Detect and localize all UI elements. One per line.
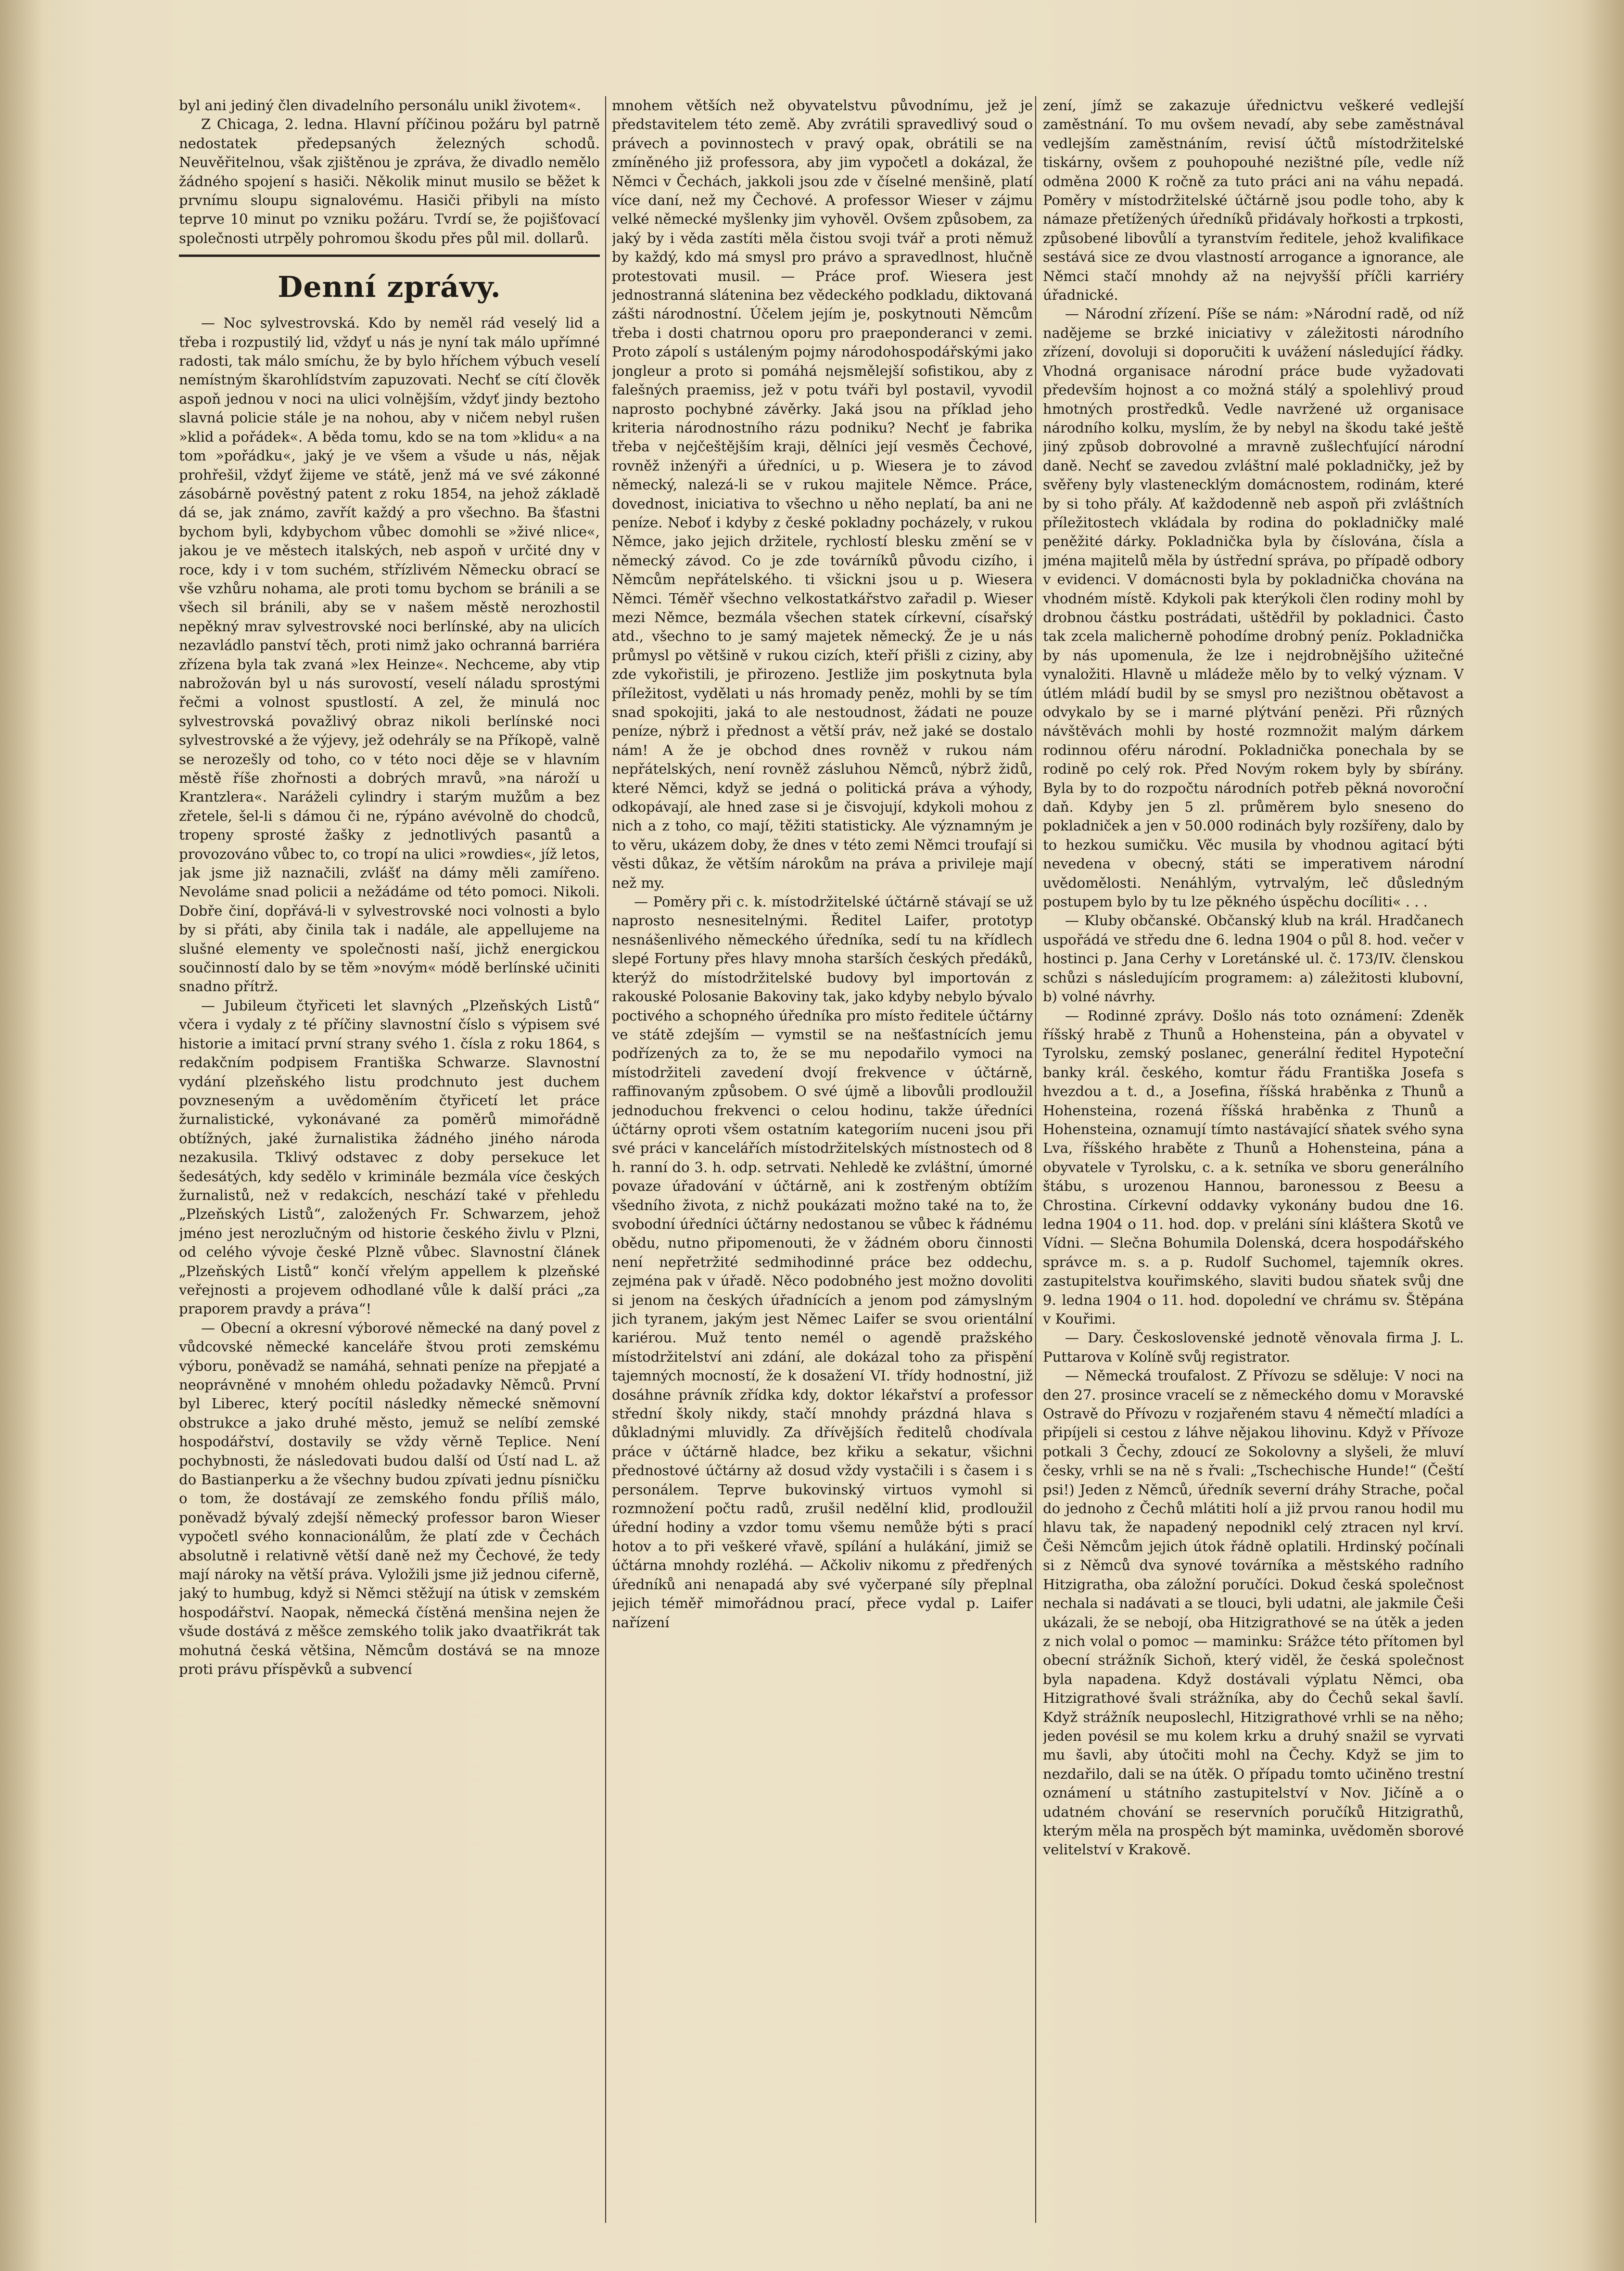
- column-3: [1043, 96, 1464, 2233]
- column2-article: — Poměry při c. k. místodržitelské účtárně stávají se už naprosto nesnesitelnými. Ředitel Laifer, prototyp nesnášenlivého německého úředníka, sedí tu na křídlech slepé Fortuny přes hlavy mnoha starších českých předáků, kterýž do místodržitelské budovy byl importován z rakouské Polosanie Bakoviny tak, jako kdyby nebylo bývalo poctivého a schopného úředníka pro místo ředitele účtárny ve státě zdejším — vymstil se na nešťastnících jemu podřízených za to, že se mu nepodařilo vymoci na místodržiteli zavedení dvojí frekvence v účtárně, raffinovaným způsobem. O své újmě a libovůli prodloužil jednoduchou frekvenci o celou hodinu, takže úředníci účtárny oproti všem ostatním kategoriím nuceni jsou při své práci v kancelářích místodržitelských místnostech od 8 h. ranní do 3. h. odp. setrvati. Nehledě ke zvláštní, úmorné povaze úřadování v účtárně, ani k zostřeným obtížím všedního života, z nichž poukázati možno také na to, že svobodní úředníci účtárny nedostanou se vůbec k řádnému obědu, nutno připomenouti, že v žádném oboru činnosti není nepřetržité sedmihodinné práce bez oddechu, zejména pak v úřadě. Něco podobného jest možno dovoliti si jenom na českých úřadnících a jenom pod zámyslným jich tyranem, jakým jest Němec Laifer se svou orientální kariérou. Muž tento nemél o agendě pražského místodržitelství ani zdání, ale dokázal toho za přispění tajemných mocností, že k dosažení VI. třídy hodnostní, již dosáhne právník zřídka kdy, doktor lékařství a professor střední školy nikdy, stačí mnohdy prázdná hlava s důkladnými mluvidly. Za dřívějších ředitelů chodívala práce v účtárně hladce, bez křiku a sekatur, všichni přednostové účtárny až dosud vždy vystačili i s časem i s personálem. Teprve bukovinský virtuos vymohl si rozmnožení počtu radů, zrušil nedělní klid, prodloužil úřední hodiny a vzdor tomu všemu nemůže býti s prací hotov a to při veškeré vřavě, spílání a hulákání, jimiž se účtárna mnohdy rozléhá. — Ačkoliv nikomu z předřených úředníků ani nenapadá aby své vyčerpané síly přeplnal jejich téměř mimořádnou prací, přece vydal p. Laifer nařízení: [612, 893, 1033, 1631]
- column3-article: zení, jímž se zakazuje úřednictvu veškeré vedlejší zaměstnání. To mu ovšem nevadí, aby sebe zaměstnával vedlejším zaměstnáním, revisí účtů místodržitelské tiskárny, ovšem z pouhopouhé nezištné píle, vedle níž odměna 2000 K ročně za tuto práci ani na váhu nepadá. Poměry v místodržitelské účtárně jsou podle toho, aby k námaze přetížených úředníků přidávaly hořkosti a trpkosti, způsobené libovůlí a tyranstvím ředitele, jehož kvalifikace sestává sice ze dvou vlastností arrogance a ignorance, ale Němci stačí mnohdy až na nejvyšší příčli karriéry úřadnické.: [1043, 97, 1464, 304]
- column3-article: — Dary. Československé jednotě věnovala firma J. L. Puttarova v Kolíně svůj registrator.: [1043, 1329, 1464, 1365]
- column1-paragraph: Z Chicaga, 2. ledna. Hlavní příčinou požáru byl patrně nedostatek předepsaných železných schodů. Neuvěřitelnou, však zjištěnou je zpráva, že divadlo nemělo žádného spojení s hasiči. Několik minut musilo se běžet k prvnímu sloupu signalovému. Hasiči přibyli na místo teprve 10 minut po vzniku požáru. Tvrdí se, že pojišťovací společnosti utrpěly pohromou škodu přes půl mil. dollarů.: [179, 116, 600, 246]
- column1-article: — Obecní a okresní výborové německé na daný povel z vůdcovské německé kanceláře štvou proti zemskému výboru, poněvadž se namáhá, sehnati peníze na přepjaté a neoprávněné v mnohém ohledu požadavky Němců. První byl Liberec, který pocítil následky německé sněmovní obstrukce a jako druhé město, jemuž se nelíbí zemské hospodářství, dostavily se vždy věrně Teplice. Není pochybnosti, že následovati budou další od Ústí nad L. až do Bastianperku a že všechny budou zpívati jednu písničku o tom, že dostávají ze zemského fondu příliš málo, poněvadž bývalý zdejší německý professor baron Wieser vypočetl svého konnacionálům, že platí zde v Čechách absolutně i relativně větší daně než my Čechové, že tedy mají nároky na větší práva. Vyložili jsme již jednou ciferně, jaký to humbug, když si Němci stěžují na útisk v zemském hospodářství. Naopak, německá čístěná menšina nejen že všude dostává z měšce zemského tolik jako dvaatřikrát tak mohutná česká většina, Němcům dostává se na mnoze proti právu příspěvků a subvencí: [179, 1319, 600, 1678]
- column1-paragraph: byl ani jediný člen divadelního personálu unikl životem«.: [179, 97, 582, 114]
- column-rule: [605, 96, 606, 2223]
- column-1: [179, 96, 600, 2233]
- column2-article: mnohem větších než obyvatelstvu původnímu, jež je představitelem této země. Aby zvrátili spravedlivý soud o právech a povinnostech v pravý opak, obrátili se na zmíněného již professora, aby jim vypočetl a dokázal, že Němci v Čechách, jakkoli jsou zde v číselné menšině, platí více daní, než my Čechové. A professor Wieser v zájmu velké německé myšlenky jim vyhověl. Ovšem způsobem, za jaký by i věda zastíti měla čistou svoji tvář a proti němuž by každý, kdo má smysl pro právo a spravedlnost, hlučně protestovati musil. — Práce prof. Wiesera jest jednostranná slátenina bez vědeckého podkladu, diktovaná zášti národnostní. Účelem jejím je, poskytnouti Němcům třeba i dosti chatrnou oporu pro praeponderanci v zemi. Proto zápolí s ustáleným pojmy národohospodářskými jako jongleur a proto si pomáhá nejsmělejší sofistikou, aby z falešných praemiss, jež v potu tváři byl postavil, vyvodil naprosto pochybné závěrky. Jaká jsou na příklad jeho kriteria národnostního rázu podniku? Nechť je fabrika třeba v nejčeštějším kraji, dělníci její vesměs Čechové, rovněž inženýři a úředníci, u p. Wiesera je to závod německý, nalezá-li se v rukou majitele Němce. Práce, dovednost, iniciativa to všechno u něho neplatí, ba ani ne peníze. Neboť i kdyby z české pokladny pocházely, v rukou Němce, jako jejich držitele, rychlostí blesku změní se v německý závod. Co je zde továrníků původu cizího, i Němcům nepřátelského. ti všickni jsou u p. Wiesera Němci. Téměř všechno velkostatkářstvo zařadil p. Wieser mezi Němce, bezmála všechen statek církevní, císařský atd., všechno to je samý majetek německý. Že je u nás průmysl po většině v rukou cizích, kteří přišli z ciziny, aby zde vykořistili, je přirozeno. Jestliže jim poskytnuta byla příležitost, vydělati u nás hromady peněz, mohli by se tím snad spokojiti, jaká to ale nestoudnost, žádati ne pouze peníze, nýbrž i přednost a větší práv, než jaké se dostalo nám! A že je obchod dnes rovněž v rukou nám nepřátelských, není rovněž zásluhou Němců, nýbrž židů, které Němci, když se jedná o politická práva a výhody, odkopávají, ale hned zase si je čisvojují, kdykoli mohou z nich a z toho, co mají, těžiti statisticky. Ale významným je to věru, ukázem doby, že dnes v této zemi Němci troufají si věsti důkaz, že větším nárokům na práva a privileje mají než my.: [612, 97, 1033, 891]
- section-divider: [179, 255, 600, 257]
- column3-article: — Národní zřízení. Píše se nám: »Národní radě, od níž nadějeme se brzké iniciativy v záležitosti národního zřízení, dovoluji si doporučiti k uvážení následující řádky. Vhodná organisace národní práce bude vyžadovati především hojnost a co možná stálý a spolehlivý proud hmotných prostředků. Vedle navržené už organisace národního kolku, myslím, že by nebyl na škodu také ještě jiný způsob dobrovolné a mravně zušlechťující národní daně. Nechť se zavedou zvláštní malé pokladničky, jež by svěřeny byly vlastenecklým domácnostem, rodinám, které by si toho přály. Ať každodenně neb aspoň při zvláštních příležitostech vkládala by rodina do pokladničky malé peněžité dárky. Pokladnička byla by číslována, čísla a jména majitelů měla by ústřední správa, po případě odbory v evidenci. V domácnosti byla by pokladnička chována na vhodném místě. Kdykoli pak kterýkoli člen rodiny mohl by drobnou částku postrádati, uštědřil by pokladnici. Často tak zcela malicherně pohodíme drobný peníz. Pokladnička by nás upomenula, že lze i nejdrobnějšího užitečné vynaložiti. Hlavně u mládeže mělo by to velký význam. V útlém mládí budil by se smysl pro nezištnou obětavost a odvykalo by se i marné plýtvání penězi. Při různých návštěvách mohli by hosté rozmnožit malým dárkem rodinnou oféru národní. Pokladnička ponechala by se rodině po celý rok. Před Novým rokem byly by sbírány. Byla by to do rozpočtu národních potřeb pěkná novoroční daň. Kdyby jen 5 zl. průměrem bylo sneseno do pokladniček a jen v 50.000 rodinách byly rozšířeny, dalo by to hezkou sumičku. Věc musila by vhodnou agitací býti nevedena v obecný, státi se imperativem národní uvědomělosti. Nenáhlým, vytrvalým, leč důsledným postupem bylo by tu lze pěkného úspěchu docíliti« . . .: [1043, 306, 1464, 910]
- page-edge-right: [1581, 0, 1624, 2271]
- column1-article: — Noc sylvestrovská. Kdo by neměl rád veselý lid a třeba i rozpustilý lid, vždyť u nás je nyní tak málo upřímné radosti, tak málo smíchu, že by bylo hříchem výbuch veselí nemístným škarohlídstvím zapuzovati. Nechť se cítí člověk aspoň jednou v noci na ulici volnějším, vždyť jindy beztoho slavná policie stále je na nohou, aby v ničem nebyl rušen »klid a pořádek«. A běda tomu, kdo se na tom »klidu« a na tom »pořádku«, jaký je ve všem a všude u nás, nějak prohřešil, vždyť žijeme ve státě, jenž má ve své zákonné zásobárně pověstný patent z roku 1854, na jehož základě dá se, jak známo, zavřít každý a pro všechno. Ba šťastni bychom byli, kdybychom vůbec domohli se »živé nlice«, jakou je ve městech italských, neb aspoň v určité dny v roce, kdy i v tom suchém, střízlivém Německu obrací se vše vzhůru nohama, ale proti tomu bychom se bránili a se všech sil bránili, aby se v našem městě nerozhostil nepěkný mrav sylvestrovské noci berlínské, aby na ulicích nezavládlo panství těch, proti nimž jako ochranná barriéra zřízena byla tak zvaná »lex Heinze«. Nechceme, aby vtip nabrožován byl u nás surovostí, veselí náladu sprostými řečmi a volnost spustlostí. A zel, že minulá noc sylvestrovská považlivý obraz nikoli berlínské noci sylvestrovské a že výjevy, jež odehrály se na Příkopě, valně se nerozešly od toho, co v této noci děje se v hlavním městě říše zhořnosti a dobrých mravů, »na nároží u Krantzlera«. Naráželi cylindry i starým mužům a bez zřetele, šel-li s dámou či ne, rýpáno avévolně do chodců, tropeny sprosté žašky z jednotlivých pasantů a provozováno vůbec to, co tropí na ulici »rowdies«, jíž letos, jak jsme již naznačili, zvlášť na dámy měli zamířeno. Nevoláme snad policii a nežádáme od této pomoci. Nikoli. Dobře činí, dopřává-li v sylvestrovské noci volnosti a bylo by si přáti, aby činila tak i nadále, ale appellujeme na slušné elementy ve společnosti naší, jichž energickou součinností dalo by se těm »novým« módě berlínské učiniti snadno přítrž.: [179, 315, 600, 995]
- column-2: [612, 96, 1033, 2233]
- column-rule: [1035, 96, 1036, 2223]
- column1-article: — Jubileum čtyřiceti let slavných „Plzeňských Listů“ včera i vydaly z té příčiny slavnostní číslo s výpisem své historie a imitací první strany svého 1. čísla z roku 1864, s redakčním podpisem Františka Schwarze. Slavnostní vydání plzeňského listu prodchnuto jest duchem povzneseným a uvědoměním čtyřicetí let práce žurnalistické, vykonávané za poměrů mimořádně obtížných, jaké žurnalistika žádného jiného národa nezakusila. Tklivý odstavec z doby persekuce let šedesátých, kdy sedělo v kriminále bezmála více českých žurnalistů, než v redakcích, neschází také v přehledu „Plzeňských Listů“, založených Fr. Schwarzem, jehož jméno jest nerozlučným od historie českého živlu v Plzni, od celého vývoje české Plzně vůbec. Slavnostní článek „Plzeňských Listů“ končí vřelým appellem k plzeňské veřejnosti a projevem odhodlané vůle k další práci „za praporem pravdy a práva“!: [179, 997, 600, 1317]
- column3-article: — Německá troufalost. Z Přívozu se sděluje: V noci na den 27. prosince vracelí se z německého domu v Moravské Ostravě do Přívozu v rozjařeném stavu 4 němečtí mladíci a připíjeli si cestou z láhve nějakou lihovinu. Když v Přívoze potkali 3 Čechy, zdoucí ze Sokolovny a slyšeli, že mluví česky, vrhli se na ně s řvali: „Tschechische Hunde!“ (Čeští psi!) Jeden z Němců, úředník severní dráhy Strache, počal do jednoho z Čechů mlátiti holí a již prvou ranou hodil mu hlavu tak, že napadený nepodnikl celý ztracen nyl krví. Češi Němcům jejich útok řádně oplatili. Hrdinský počínali si z Němců dva synové továrníka a městského radního Hitzigratha, oba záložní poručíci. Dokud česká společnost nechala si nadávati a se tlouci, byli udatni, ale jakmile Češi ukázali, že se nebojí, oba Hitzigrathové se na útěk a jeden z nich volal o pomoc — maminku: Srážce této přítomen byl obecní strážník Sichoň, který viděl, že česká společnost byla napadena. Když dostávali výplatu Němci, oba Hitzigrathové švali strážníka, aby do Čechů sekal šavlí. Když strážník neuposlechl, Hitzigrathové vrhli se na něho; jeden povésil se mu kolem krku a druhý snažil se vyrvati mu šavli, aby útočiti mohl na Čechy. Když se jim to nezdařilo, dali se na útěk. O případu tomto učiněno trestní oznámení u státního zastupitelství v Nov. Jičíně a o udatném chování se reservních poručíků Hitzigrathů, kterým měla na prospěch být maminka, uvědoměn sborové velitelství v Krakově.: [1043, 1367, 1464, 1858]
- column3-article: — Rodinné zprávy. Došlo nás toto oznámení: Zdeněk říšský hrabě z Thunů a Hohensteina, pán a obyvatel v Tyrolsku, zemský poslanec, generální ředitel Hypoteční banky král. českého, komtur řádu Františka Josefa s hvezdou a t. d., a Josefina, říšská hraběnka z Thunů a Hohensteina, rozená říšská hraběnka z Thunů a Hohensteina, oznamují tímto nastávající sňatek svého syna Lva, říšského hraběte z Thunů a Hohensteina, pána a obyvatele v Tyrolsku, c. a k. setníka ve sboru generálního štábu, s urozenou Hannou, baronessou z Beesu a Chrostina. Církevní oddavky vykonány budou dne 16. ledna 1904 o 11. hod. dop. v preláni síni kláštera Skotů ve Vídni. — Slečna Bohumila Dolenská, dcera hospodářského správce m. s. a p. Rudolf Suchomel, tajemník okres. zastupitelstva kouřimského, slaviti budou sňatek svůj dne 9. ledna 1904 o 11. hod. dopolední ve chrámu sv. Štěpána v Kouřimi.: [1043, 1007, 1464, 1327]
- column3-article: — Kluby občanské. Občanský klub na král. Hradčanech uspořádá ve středu dne 6. ledna 1904 o půl 8. hod. večer v hostinci p. Jana Cerhy v Loretánské ul. č. 173/IV. členskou schůzi s následujícím programem: a) záležitosti klubovní, b) volné návrhy.: [1043, 912, 1464, 1005]
- section-title: Denní zprávy.: [278, 270, 501, 305]
- page-edge-left: [0, 0, 43, 2271]
